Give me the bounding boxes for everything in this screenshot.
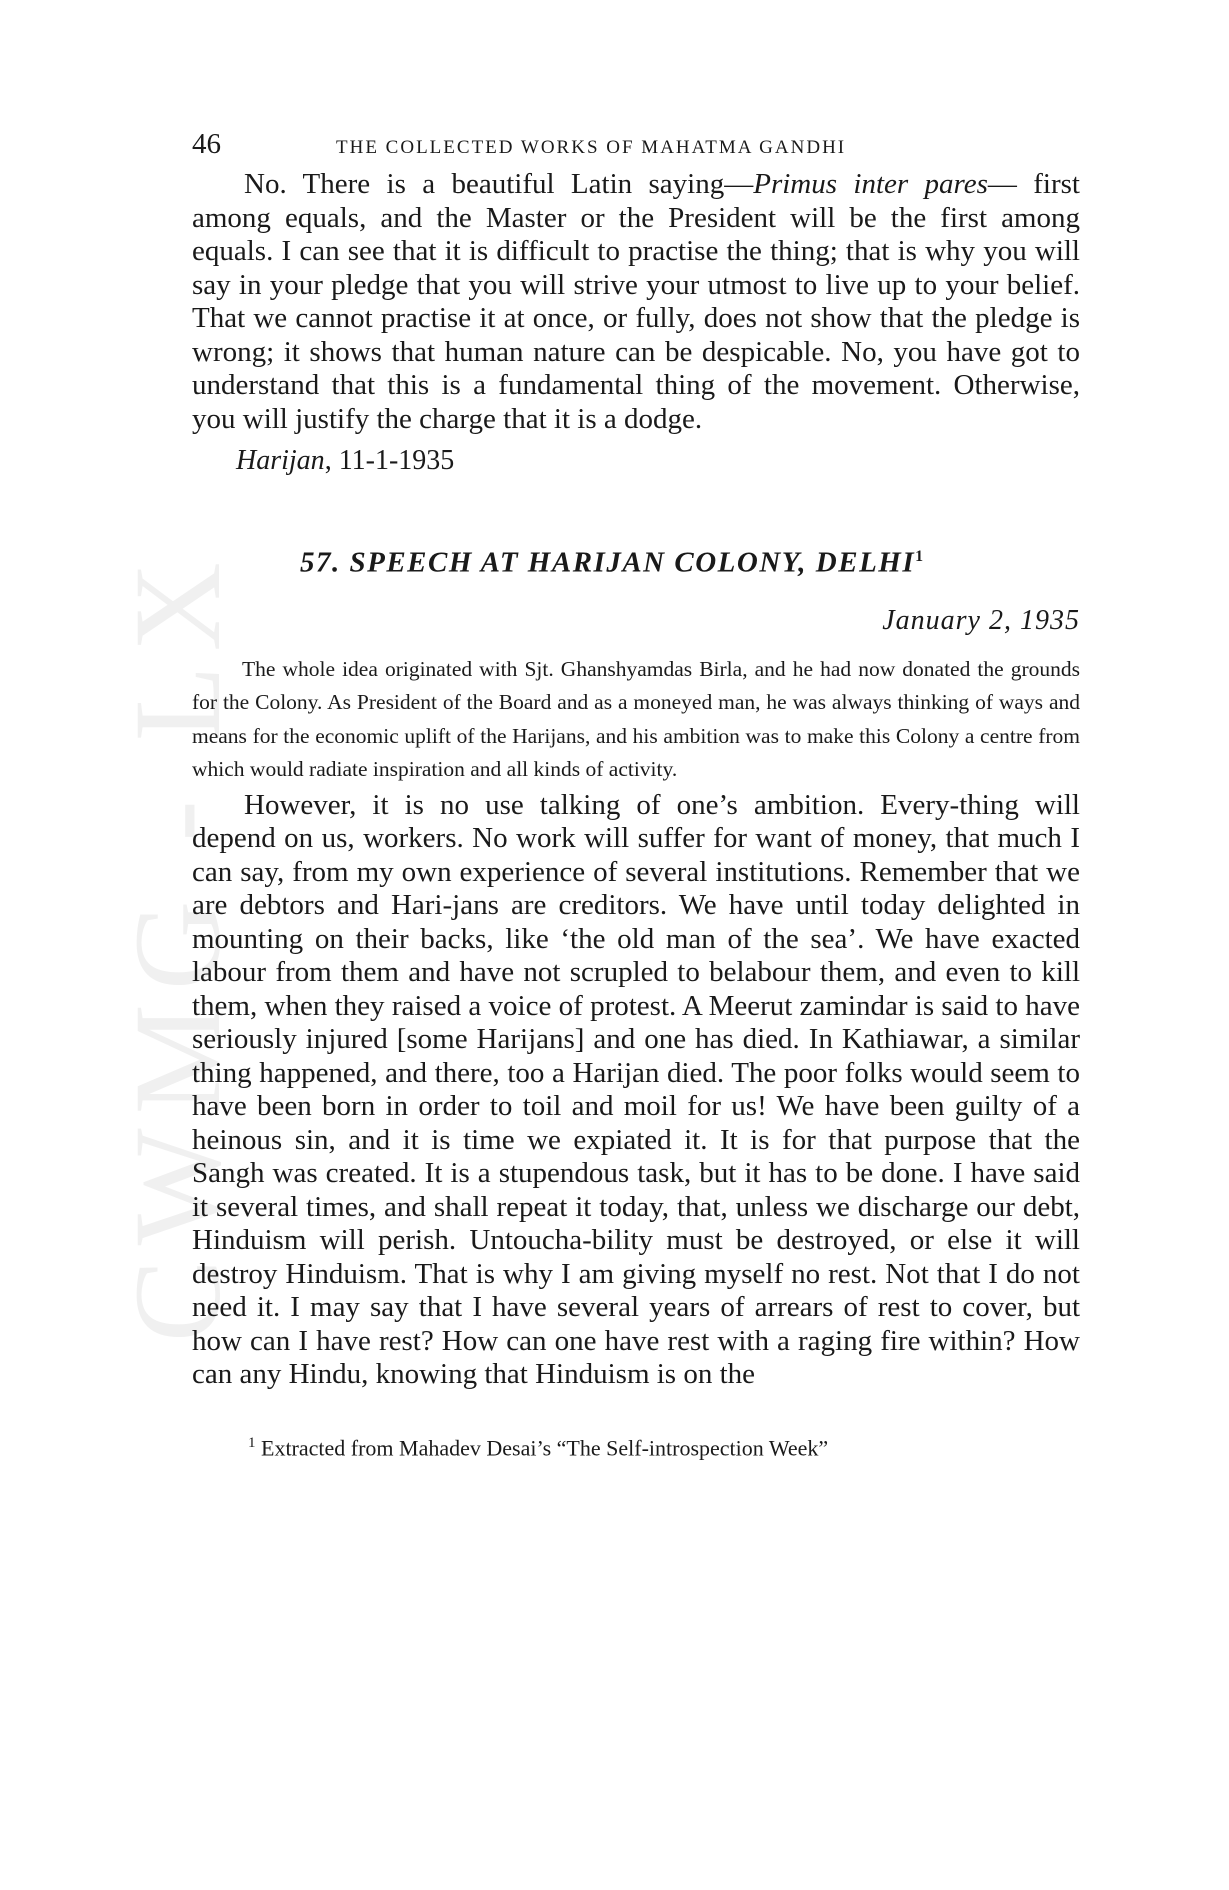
running-title: THE COLLECTED WORKS OF MAHATMA GANDHI [336,137,847,158]
latin-phrase: Primus inter pares [753,168,988,200]
intro-paragraph: The whole idea originated with Sjt. Ghanshyamdas Birla, and he had now donated the grounds for the Colony. As President of the Board and as a moneyed man, he was always thinking of ways and means for the economic uplift of the Harijans, and his ambition was to make this Colony a centre from which would radiate inspiration and all kinds of activity. [192,656,1080,782]
page [192,128,1080,1463]
source-citation [236,444,1080,477]
footnote [248,1428,1080,1463]
continuation-text-1: No. There is a beautiful Latin saying— [244,168,754,200]
watermark-text: CWMG - LX [109,547,247,1343]
continuation-paragraph [192,168,1080,436]
page-number: 46 [192,128,221,160]
continuation-text-2: — first among equals, and the Master or the President will be the first among equals. I can see that it is difficult to practise the thing; that is why you will say in your pledge that you will strive your utmost to live up to your belief. That we cannot practise it at once, or fully, does not show that the pledge is wrong; it shows that human nature can be despicable. No, you have got to understand that this is a fundamental thing of the movement. Otherwise, you will justify the charge that it is a dodge. [192,168,1080,435]
source-publication: Harijan [236,445,325,476]
footnote-marker: 1 [248,1434,256,1451]
title-footnote-marker: 1 [915,548,925,565]
source-date: , 11-1-1935 [324,445,455,476]
document-date: January 2, 1935 [882,604,1080,636]
footnote-text: Extracted from Mahadev Desai’s “The Self-introspection Week” [261,1434,829,1460]
running-head [192,128,1080,168]
document-title-text: 57. SPEECH AT HARIJAN COLONY, DELHI [300,546,916,579]
document-title [300,539,1080,581]
speech-paragraph: However, it is no use talking of one’s ambition. Every-thing will depend on us, workers. No work will suffer for want of money, that much I can say, from my own experience of several institutions. Remember that we are debtors and Hari-jans are creditors. We have until today delighted in mounting on their backs, like ‘the old man of the sea’. We have exacted labour from them and have not scrupled to belabour them, and even to kill them, when they raised a voice of protest. A Meerut zamindar is said to have seriously injured [some Harijans] and one has died. In Kathiawar, a similar thing happened, and there, too a Harijan died. The poor folks would seem to have been born in order to toil and moil for us! We have been guilty of a heinous sin, and it is time we expiated it. It is for that purpose that the Sangh was created. It is a stupendous task, but it has to be done. I have said it several times, and shall repeat it today, that, unless we discharge our debt, Hinduism will perish. Untoucha-bility must be destroyed, or else it will destroy Hinduism. That is why I am giving myself no rest. Not that I do not need it. I may say that I have several years of arrears of rest to cover, but how can I have rest? How can one have rest with a raging fire within? How can any Hindu, knowing that Hinduism is on the [192,788,1080,1391]
